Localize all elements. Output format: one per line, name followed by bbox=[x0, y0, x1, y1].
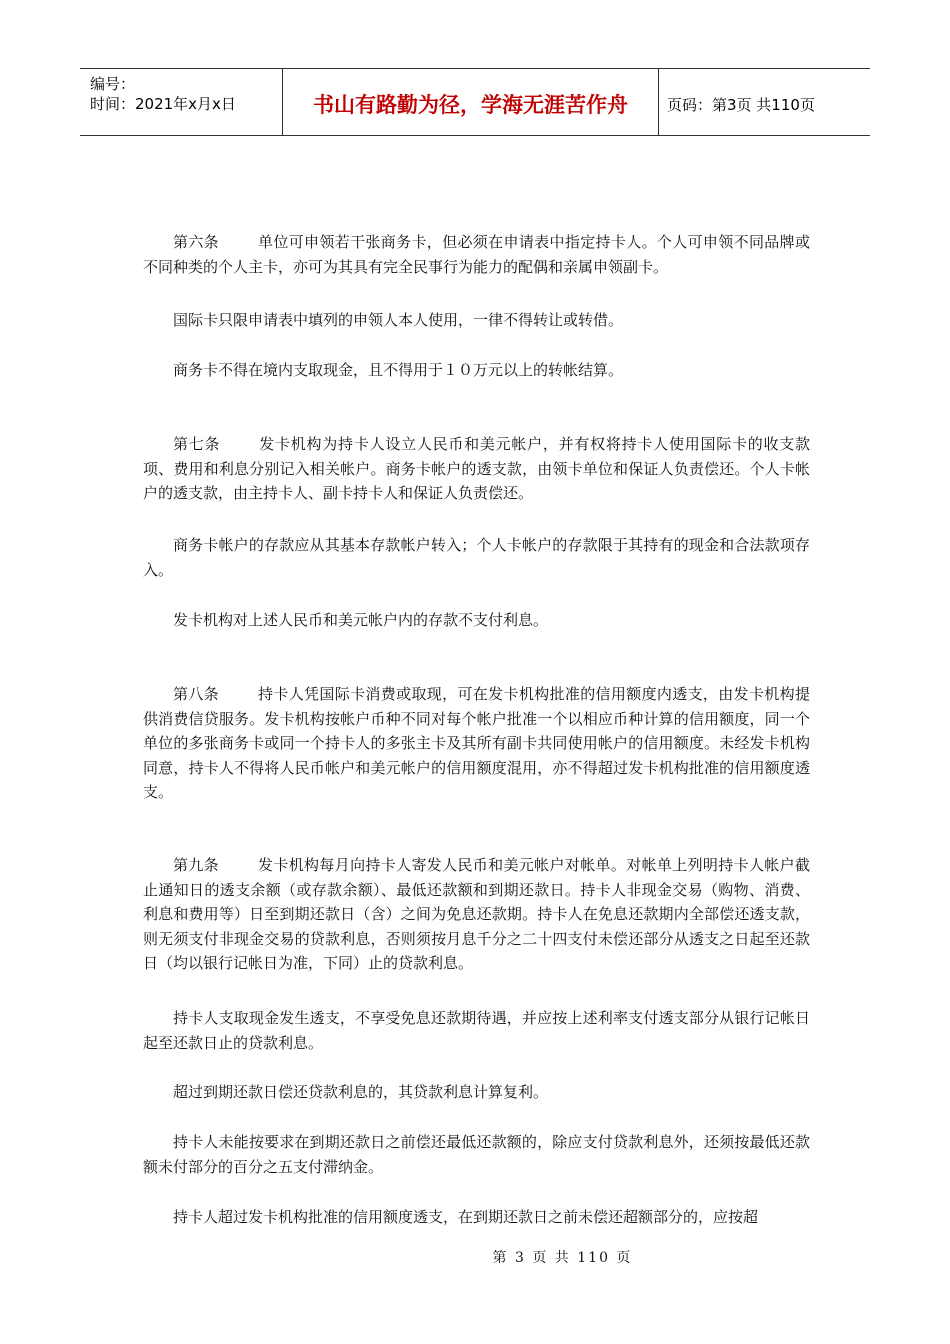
paragraph-text: 单位可申领若干张商务卡，但必须在申请表中指定持卡人。个人可申领不同品牌或不同种类的个人主卡，亦可为其具有完全民事行为能力的配偶和亲属申领副卡。 bbox=[143, 233, 810, 276]
document-header bbox=[80, 68, 870, 136]
paragraph bbox=[143, 682, 810, 805]
paragraph bbox=[143, 308, 810, 333]
paragraph-text: 国际卡只限申请表中填列的申领人本人使用，一律不得转让或转借。 bbox=[173, 311, 624, 329]
number-label: 编号： bbox=[90, 75, 136, 93]
paragraph-text: 持卡人超过发卡机构批准的信用额度透支，在到期还款日之前未偿还超额部分的，应按超 bbox=[173, 1208, 759, 1226]
paragraph bbox=[143, 230, 810, 279]
date-label: 时间：2021年x月x日 bbox=[90, 95, 236, 113]
paragraph-text: 超过到期还款日偿还贷款利息的，其贷款利息计算复利。 bbox=[173, 1083, 549, 1101]
paragraph-text: 持卡人未能按要求在到期还款日之前偿还最低还款额的，除应支付贷款利息外，还须按最低还款额未付部分的百分之五支付滞纳金。 bbox=[143, 1133, 810, 1176]
motto-text: 书山有路勤为径，学海无涯苦作舟 bbox=[313, 93, 628, 117]
article-number: 第八条 bbox=[173, 685, 220, 703]
page-info: 页码：第3页 共110页 bbox=[667, 96, 815, 114]
paragraph bbox=[143, 853, 810, 976]
page-footer: 第 3 页 共 110 页 bbox=[492, 1250, 633, 1266]
paragraph-text: 发卡机构每月向持卡人寄发人民币和美元帐户对帐单。对帐单上列明持卡人帐户截止通知日的透支余额（或存款余额）、最低还款额和到期还款日。持卡人非现金交易（购物、消费、利息和费用等）日至到期还款日（含）之间为免息还款期。持卡人在免息还款期内全部偿还透支款，则无须支付非现金交易的贷款利息，否则须按月息千分之二十四支付未偿还部分从透支之日起至还款日（均以银行记帐日为准，下同）止的贷款利息。 bbox=[143, 856, 810, 972]
paragraph bbox=[143, 432, 810, 506]
paragraph bbox=[143, 1130, 810, 1179]
article-number: 第六条 bbox=[173, 233, 220, 251]
paragraph bbox=[143, 608, 810, 633]
paragraph bbox=[143, 533, 810, 582]
paragraph-text: 商务卡不得在境内支取现金，且不得用于１０万元以上的转帐结算。 bbox=[173, 361, 624, 379]
header-info-cell bbox=[80, 69, 283, 135]
paragraph-text: 持卡人凭国际卡消费或取现，可在发卡机构批准的信用额度内透支，由发卡机构提供消费信贷服务。发卡机构按帐户币种不同对每个帐户批准一个以相应币种计算的信用额度，同一个单位的多张商务卡或同一个持卡人的多张主卡及其所有副卡共同使用帐户的信用额度。未经发卡机构同意，持卡人不得将人民币帐户和美元帐户的信用额度混用，亦不得超过发卡机构批准的信用额度透支。 bbox=[143, 685, 810, 801]
paragraph bbox=[143, 358, 810, 383]
paragraph-text: 发卡机构为持卡人设立人民币和美元帐户，并有权将持卡人使用国际卡的收支款项、费用和利息分别记入相关帐户。商务卡帐户的透支款，由领卡单位和保证人负责偿还。个人卡帐户的透支款，由主持卡人、副卡持卡人和保证人负责偿还。 bbox=[143, 435, 810, 502]
paragraph-text: 持卡人支取现金发生透支，不享受免息还款期待遇，并应按上述利率支付透支部分从银行记帐日起至还款日止的贷款利息。 bbox=[143, 1009, 810, 1052]
paragraph-text: 商务卡帐户的存款应从其基本存款帐户转入；个人卡帐户的存款限于其持有的现金和合法款项存入。 bbox=[143, 536, 810, 579]
paragraph-text: 发卡机构对上述人民币和美元帐户内的存款不支付利息。 bbox=[173, 611, 549, 629]
paragraph bbox=[143, 1205, 810, 1230]
article-number: 第七条 bbox=[173, 435, 221, 453]
article-number: 第九条 bbox=[173, 856, 220, 874]
paragraph bbox=[143, 1080, 810, 1105]
paragraph bbox=[143, 1006, 810, 1055]
header-motto-cell bbox=[283, 69, 659, 135]
header-page-cell bbox=[659, 69, 870, 135]
